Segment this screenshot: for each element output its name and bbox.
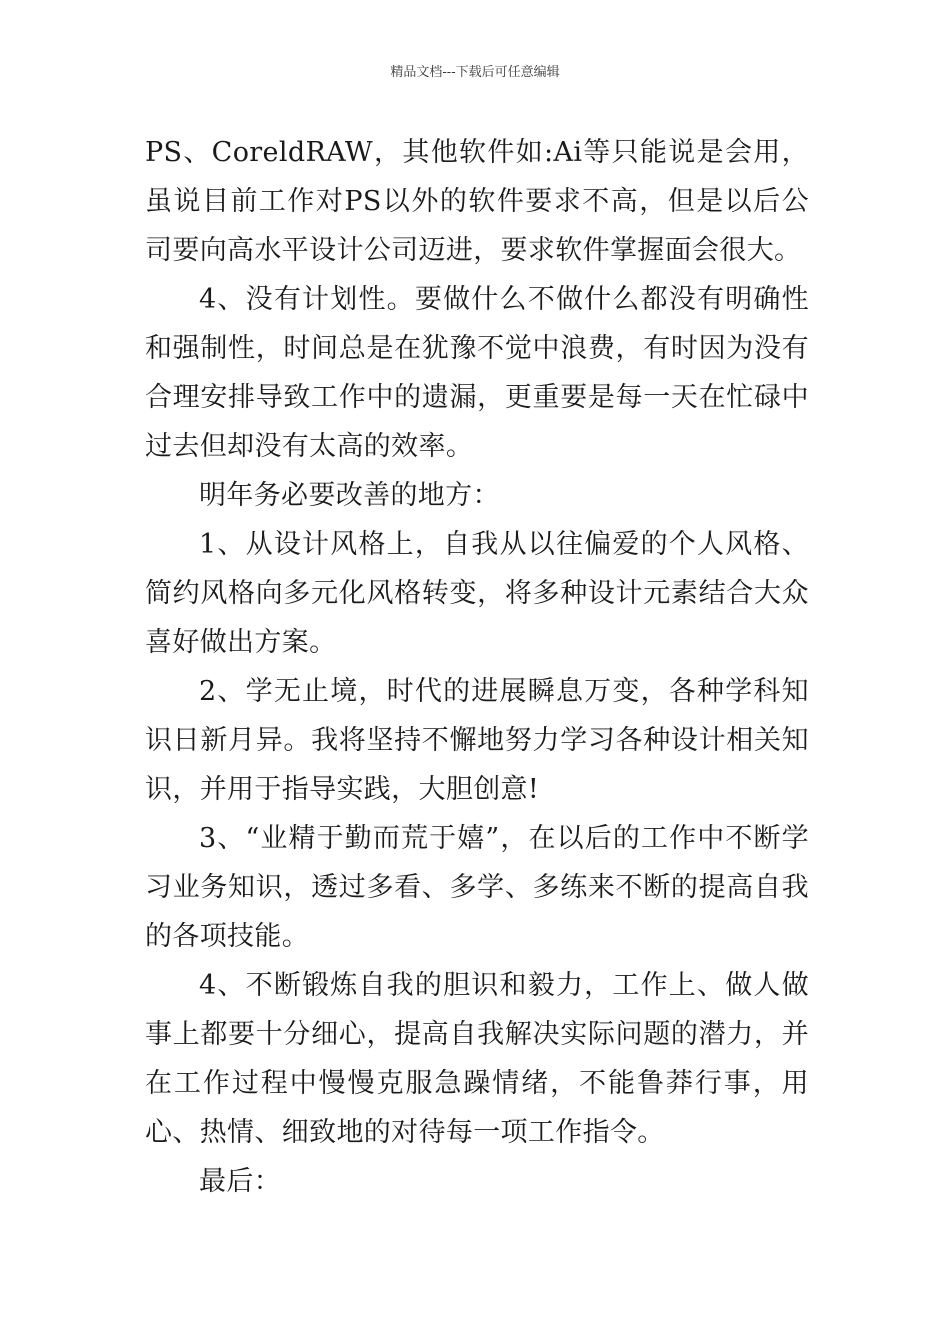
paragraph-software-skills: PS、CoreldRAW，其他软件如:Ai等只能说是会用，虽说目前工作对PS以外的软件要求不高，但是以后公司要向高水平设计公司迈进，要求软件掌握面会很大。 — [145, 137, 809, 266]
paragraph-improvement-4: 4、不断锻炼自我的胆识和毅力，工作上、做人做事上都要十分细心，提高自我解决实际问题的潜力，并在工作过程中慢慢克服急躁情绪，不能鲁莽行事，用心、热情、细致地的对待每一项工作指令。 — [145, 970, 809, 1148]
paragraph-improvements-heading: 明年务必要改善的地方： — [199, 480, 500, 511]
paragraph-improvement-2: 2、学无止境，时代的进展瞬息万变，各种学科知识日新月异。我将坚持不懈地努力学习各种设计相关知识，并用于指导实践，大胆创意! — [145, 676, 809, 805]
page-header: 精品文档---下载后可任意编辑 — [390, 65, 560, 80]
paragraph-finally: 最后： — [199, 1166, 282, 1197]
paragraph-improvement-3: 3、“业精于勤而荒于嬉”，在以后的工作中不断学习业务知识，透过多看、多学、多练来不断的提高自我的各项技能。 — [145, 823, 809, 952]
paragraph-improvement-1: 1、从设计风格上，自我从以往偏爱的个人风格、简约风格向多元化风格转变，将多种设计元素结合大众喜好做出方案。 — [145, 529, 809, 658]
paragraph-no-planning: 4、没有计划性。要做什么不做什么都没有明确性和强制性，时间总是在犹豫不觉中浪费，有时因为没有合理安排导致工作中的遗漏，更重要是每一天在忙碌中过去但却没有太高的效率。 — [145, 284, 809, 462]
document-body — [145, 128, 809, 1206]
